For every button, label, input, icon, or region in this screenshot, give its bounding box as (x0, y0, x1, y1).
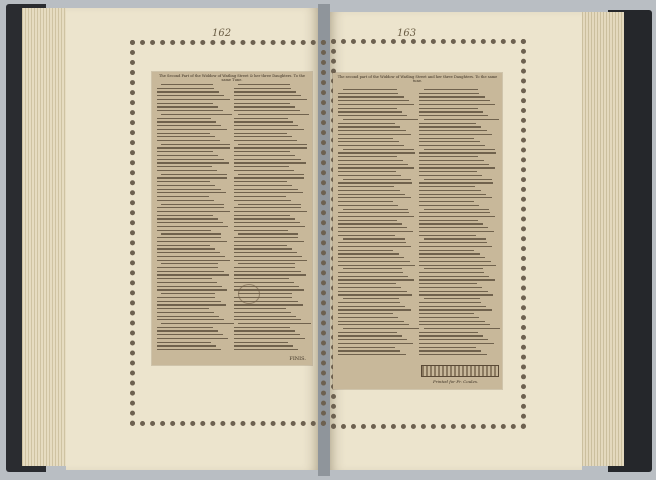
text-line (419, 164, 489, 165)
text-line (338, 134, 411, 135)
text-line (234, 166, 289, 167)
text-line (234, 125, 298, 126)
text-line (238, 204, 300, 205)
text-line (419, 96, 485, 97)
text-line (338, 152, 415, 153)
text-line (157, 218, 218, 219)
text-line (338, 294, 412, 295)
text-line (419, 160, 484, 161)
text-line (338, 231, 413, 232)
text-line (234, 312, 291, 313)
text-line (157, 256, 225, 257)
text-line (234, 241, 304, 242)
text-line (419, 257, 485, 258)
text-line (419, 235, 476, 236)
text-line (338, 324, 409, 325)
right-page-edges (580, 12, 624, 466)
text-line (234, 226, 305, 227)
text-line (343, 149, 415, 150)
text-line (157, 136, 215, 137)
text-line (338, 126, 400, 127)
text-line (234, 88, 291, 89)
text-line (234, 99, 307, 100)
text-line (419, 231, 494, 232)
text-line (419, 306, 486, 307)
text-line (419, 335, 483, 336)
text-line (419, 223, 483, 224)
text-line (419, 347, 476, 348)
text-line (419, 134, 492, 135)
text-line (234, 91, 296, 92)
left-sheet-finis: FINIS. (289, 356, 306, 362)
text-line (338, 96, 404, 97)
left-folio-number: 162 (212, 28, 232, 39)
text-line (234, 151, 290, 152)
text-line (338, 347, 395, 348)
text-line (343, 298, 399, 299)
text-line (157, 319, 224, 320)
text-line (234, 140, 297, 141)
text-line (234, 330, 295, 331)
text-line (157, 271, 224, 272)
text-line (338, 283, 396, 284)
text-line (343, 89, 398, 90)
right-sheet-woodcut-ornament (421, 365, 499, 377)
text-line (157, 286, 222, 287)
text-line (161, 233, 220, 234)
text-line (419, 279, 495, 280)
text-line (338, 123, 395, 124)
text-line (157, 334, 223, 335)
text-line (338, 138, 393, 139)
text-line (338, 171, 396, 172)
text-line (419, 171, 477, 172)
text-line (234, 248, 292, 249)
text-line (157, 95, 224, 96)
text-line (424, 149, 496, 150)
text-line (234, 121, 293, 122)
text-line (338, 235, 395, 236)
text-line (161, 84, 213, 85)
text-line (343, 209, 409, 210)
text-line (161, 174, 226, 175)
text-line (424, 298, 480, 299)
text-line (157, 260, 230, 261)
text-line (234, 207, 301, 208)
text-line (157, 278, 212, 279)
text-line (157, 241, 227, 242)
text-line (424, 268, 483, 269)
left-ballad-sheet (152, 72, 312, 365)
text-line (338, 141, 399, 142)
text-line (157, 297, 215, 298)
text-line (157, 267, 218, 268)
text-line (157, 151, 213, 152)
text-line (234, 106, 295, 107)
text-line (338, 335, 402, 336)
right-sheet-column-1 (338, 89, 416, 358)
text-line (157, 181, 210, 182)
text-line (234, 136, 292, 137)
text-line (157, 207, 224, 208)
text-line (338, 223, 402, 224)
text-line (419, 216, 495, 217)
text-line (338, 250, 393, 251)
text-line (234, 230, 288, 231)
text-line (161, 263, 217, 264)
text-line (338, 291, 407, 292)
text-line (338, 317, 398, 318)
text-line (234, 129, 304, 130)
text-line (419, 197, 492, 198)
text-line (343, 268, 402, 269)
text-line (234, 282, 294, 283)
text-line (419, 321, 485, 322)
text-line (157, 312, 214, 313)
text-line (157, 133, 210, 134)
text-line (419, 108, 478, 109)
text-line (157, 155, 218, 156)
text-line (157, 162, 229, 163)
text-line (419, 246, 492, 247)
text-line (338, 227, 407, 228)
right-sheet-column-2 (419, 89, 497, 358)
text-line (157, 103, 213, 104)
text-line (234, 218, 295, 219)
text-line (157, 245, 210, 246)
text-line (157, 301, 221, 302)
left-sheet-column-2 (234, 84, 308, 353)
text-line (157, 252, 220, 253)
text-line (338, 261, 410, 262)
text-line (338, 309, 411, 310)
text-line (234, 159, 301, 160)
text-line (157, 170, 217, 171)
text-line (234, 304, 303, 305)
text-line (419, 332, 478, 333)
text-line (338, 302, 400, 303)
text-line (424, 209, 490, 210)
text-line (234, 103, 290, 104)
text-line (338, 167, 414, 168)
text-line (157, 330, 218, 331)
text-line (161, 144, 229, 145)
text-line (157, 248, 215, 249)
text-line (238, 114, 309, 115)
text-line (157, 200, 214, 201)
text-line (419, 253, 480, 254)
text-line (419, 152, 496, 153)
text-line (419, 339, 488, 340)
text-line (157, 192, 226, 193)
text-line (338, 156, 397, 157)
text-line (419, 317, 479, 318)
text-line (234, 334, 300, 335)
text-line (343, 119, 418, 120)
text-line (419, 93, 479, 94)
text-line (234, 177, 304, 178)
text-line (419, 220, 478, 221)
text-line (157, 91, 219, 92)
text-line (338, 111, 402, 112)
text-line (419, 291, 488, 292)
text-line (157, 88, 214, 89)
text-line (419, 141, 480, 142)
text-line (338, 220, 397, 221)
text-line (157, 147, 230, 148)
text-line (338, 246, 411, 247)
text-line (419, 190, 481, 191)
text-line (424, 238, 486, 239)
left-page-edges (22, 8, 72, 466)
text-line (234, 200, 291, 201)
library-stamp (238, 284, 260, 304)
text-line (157, 289, 227, 290)
text-line (157, 345, 216, 346)
text-line (157, 177, 227, 178)
text-line (234, 95, 301, 96)
text-line (338, 190, 400, 191)
text-line (419, 186, 475, 187)
text-line (419, 145, 485, 146)
right-ballad-sheet (333, 73, 502, 389)
text-line (338, 354, 406, 355)
text-line (419, 283, 477, 284)
text-line (157, 282, 217, 283)
text-line (419, 123, 476, 124)
text-line (424, 89, 479, 90)
text-line (234, 245, 287, 246)
text-line (419, 205, 479, 206)
text-line (234, 327, 290, 328)
text-line (338, 313, 393, 314)
text-line (234, 316, 296, 317)
text-line (419, 313, 474, 314)
text-line (234, 345, 293, 346)
text-line (424, 119, 499, 120)
text-line (338, 212, 409, 213)
text-line (338, 186, 394, 187)
text-line (234, 252, 297, 253)
text-line (234, 274, 306, 275)
text-line (238, 144, 306, 145)
text-line (238, 263, 294, 264)
text-line (338, 145, 404, 146)
text-line (234, 256, 302, 257)
text-line (157, 327, 213, 328)
text-line (234, 260, 307, 261)
text-line (157, 222, 223, 223)
text-line (343, 179, 412, 180)
text-line (419, 272, 484, 273)
text-line (157, 308, 209, 309)
text-line (234, 222, 300, 223)
text-line (338, 306, 405, 307)
text-line (338, 197, 411, 198)
text-line (238, 323, 311, 324)
text-line (419, 100, 490, 101)
text-line (338, 242, 406, 243)
text-line (234, 185, 292, 186)
text-line (157, 99, 230, 100)
text-line (338, 257, 404, 258)
text-line (419, 194, 486, 195)
text-line (338, 160, 403, 161)
text-line (338, 182, 412, 183)
text-line (234, 271, 301, 272)
right-sheet-heading: The second part of the Widdow of Watling Street and her three Daughters. To the same tune. (337, 75, 498, 84)
right-sheet-imprint: Printed for Fr. Coules. (433, 379, 479, 384)
text-line (157, 189, 221, 190)
text-line (419, 354, 487, 355)
text-line (419, 261, 491, 262)
text-line (343, 328, 419, 329)
text-line (157, 110, 223, 111)
right-folio-number: 163 (397, 28, 417, 39)
text-line (419, 302, 481, 303)
text-line (419, 265, 496, 266)
text-line (157, 121, 216, 122)
text-line (238, 84, 290, 85)
text-line (419, 111, 483, 112)
text-line (157, 185, 215, 186)
text-line (161, 293, 214, 294)
text-line (338, 276, 408, 277)
text-line (157, 237, 221, 238)
text-line (338, 130, 406, 131)
text-line (157, 316, 219, 317)
text-line (419, 104, 495, 105)
text-line (157, 342, 211, 343)
text-line (419, 324, 490, 325)
text-line (419, 350, 481, 351)
text-line (338, 216, 414, 217)
text-line (419, 115, 488, 116)
text-line (419, 201, 474, 202)
text-line (338, 332, 397, 333)
text-line (419, 276, 489, 277)
text-line (234, 267, 295, 268)
text-line (234, 338, 305, 339)
text-line (234, 110, 300, 111)
left-sheet-heading: The Second Part of the Widdow of Watling Street & her three Daughters. To the same Tune. (159, 74, 305, 83)
text-line (157, 125, 221, 126)
text-line (157, 304, 226, 305)
text-line (424, 179, 493, 180)
text-line (338, 108, 397, 109)
text-line (157, 230, 211, 231)
text-line (419, 138, 474, 139)
text-line (157, 349, 221, 350)
text-line (234, 170, 294, 171)
text-line (419, 227, 488, 228)
text-line (234, 189, 298, 190)
text-line (234, 196, 286, 197)
text-line (157, 106, 218, 107)
text-line (338, 253, 399, 254)
text-line (419, 212, 490, 213)
text-line (338, 339, 407, 340)
text-line (157, 274, 229, 275)
text-line (338, 93, 398, 94)
text-line (419, 126, 481, 127)
text-line (234, 308, 286, 309)
text-line (234, 147, 307, 148)
text-line (419, 167, 495, 168)
text-line (234, 118, 288, 119)
text-line (419, 175, 482, 176)
text-line (234, 237, 298, 238)
text-line (234, 162, 306, 163)
text-line (157, 118, 211, 119)
text-line (338, 321, 404, 322)
text-line (234, 349, 298, 350)
text-line (234, 215, 290, 216)
text-line (338, 343, 413, 344)
text-line (419, 242, 487, 243)
text-line (338, 205, 398, 206)
left-sheet-column-1 (157, 84, 231, 353)
text-line (157, 215, 213, 216)
text-line (338, 115, 407, 116)
text-line (157, 338, 228, 339)
text-line (419, 156, 478, 157)
text-line (234, 319, 301, 320)
text-line (234, 211, 307, 212)
text-line (157, 129, 227, 130)
text-line (238, 174, 303, 175)
text-line (234, 342, 288, 343)
text-line (234, 192, 303, 193)
text-line (338, 104, 414, 105)
text-line (343, 238, 405, 239)
text-line (157, 159, 224, 160)
text-line (161, 323, 234, 324)
text-line (234, 278, 289, 279)
text-line (338, 194, 405, 195)
text-line (419, 182, 493, 183)
text-line (338, 201, 393, 202)
text-line (419, 309, 492, 310)
text-line (161, 114, 232, 115)
text-line (419, 294, 493, 295)
text-line (157, 166, 212, 167)
text-line (234, 181, 287, 182)
text-line (424, 328, 500, 329)
text-line (338, 100, 409, 101)
text-line (234, 133, 287, 134)
text-line (157, 196, 209, 197)
text-line (338, 279, 414, 280)
text-line (238, 233, 297, 234)
text-line (338, 287, 401, 288)
text-line (338, 272, 403, 273)
text-line (157, 211, 230, 212)
text-line (161, 204, 223, 205)
text-line (338, 175, 401, 176)
text-line (419, 287, 482, 288)
text-line (157, 226, 228, 227)
text-line (157, 140, 220, 141)
text-line (338, 350, 400, 351)
text-line (338, 265, 415, 266)
text-line (419, 130, 487, 131)
text-line (338, 164, 408, 165)
text-line (234, 155, 295, 156)
text-line (419, 343, 494, 344)
text-line (419, 250, 474, 251)
